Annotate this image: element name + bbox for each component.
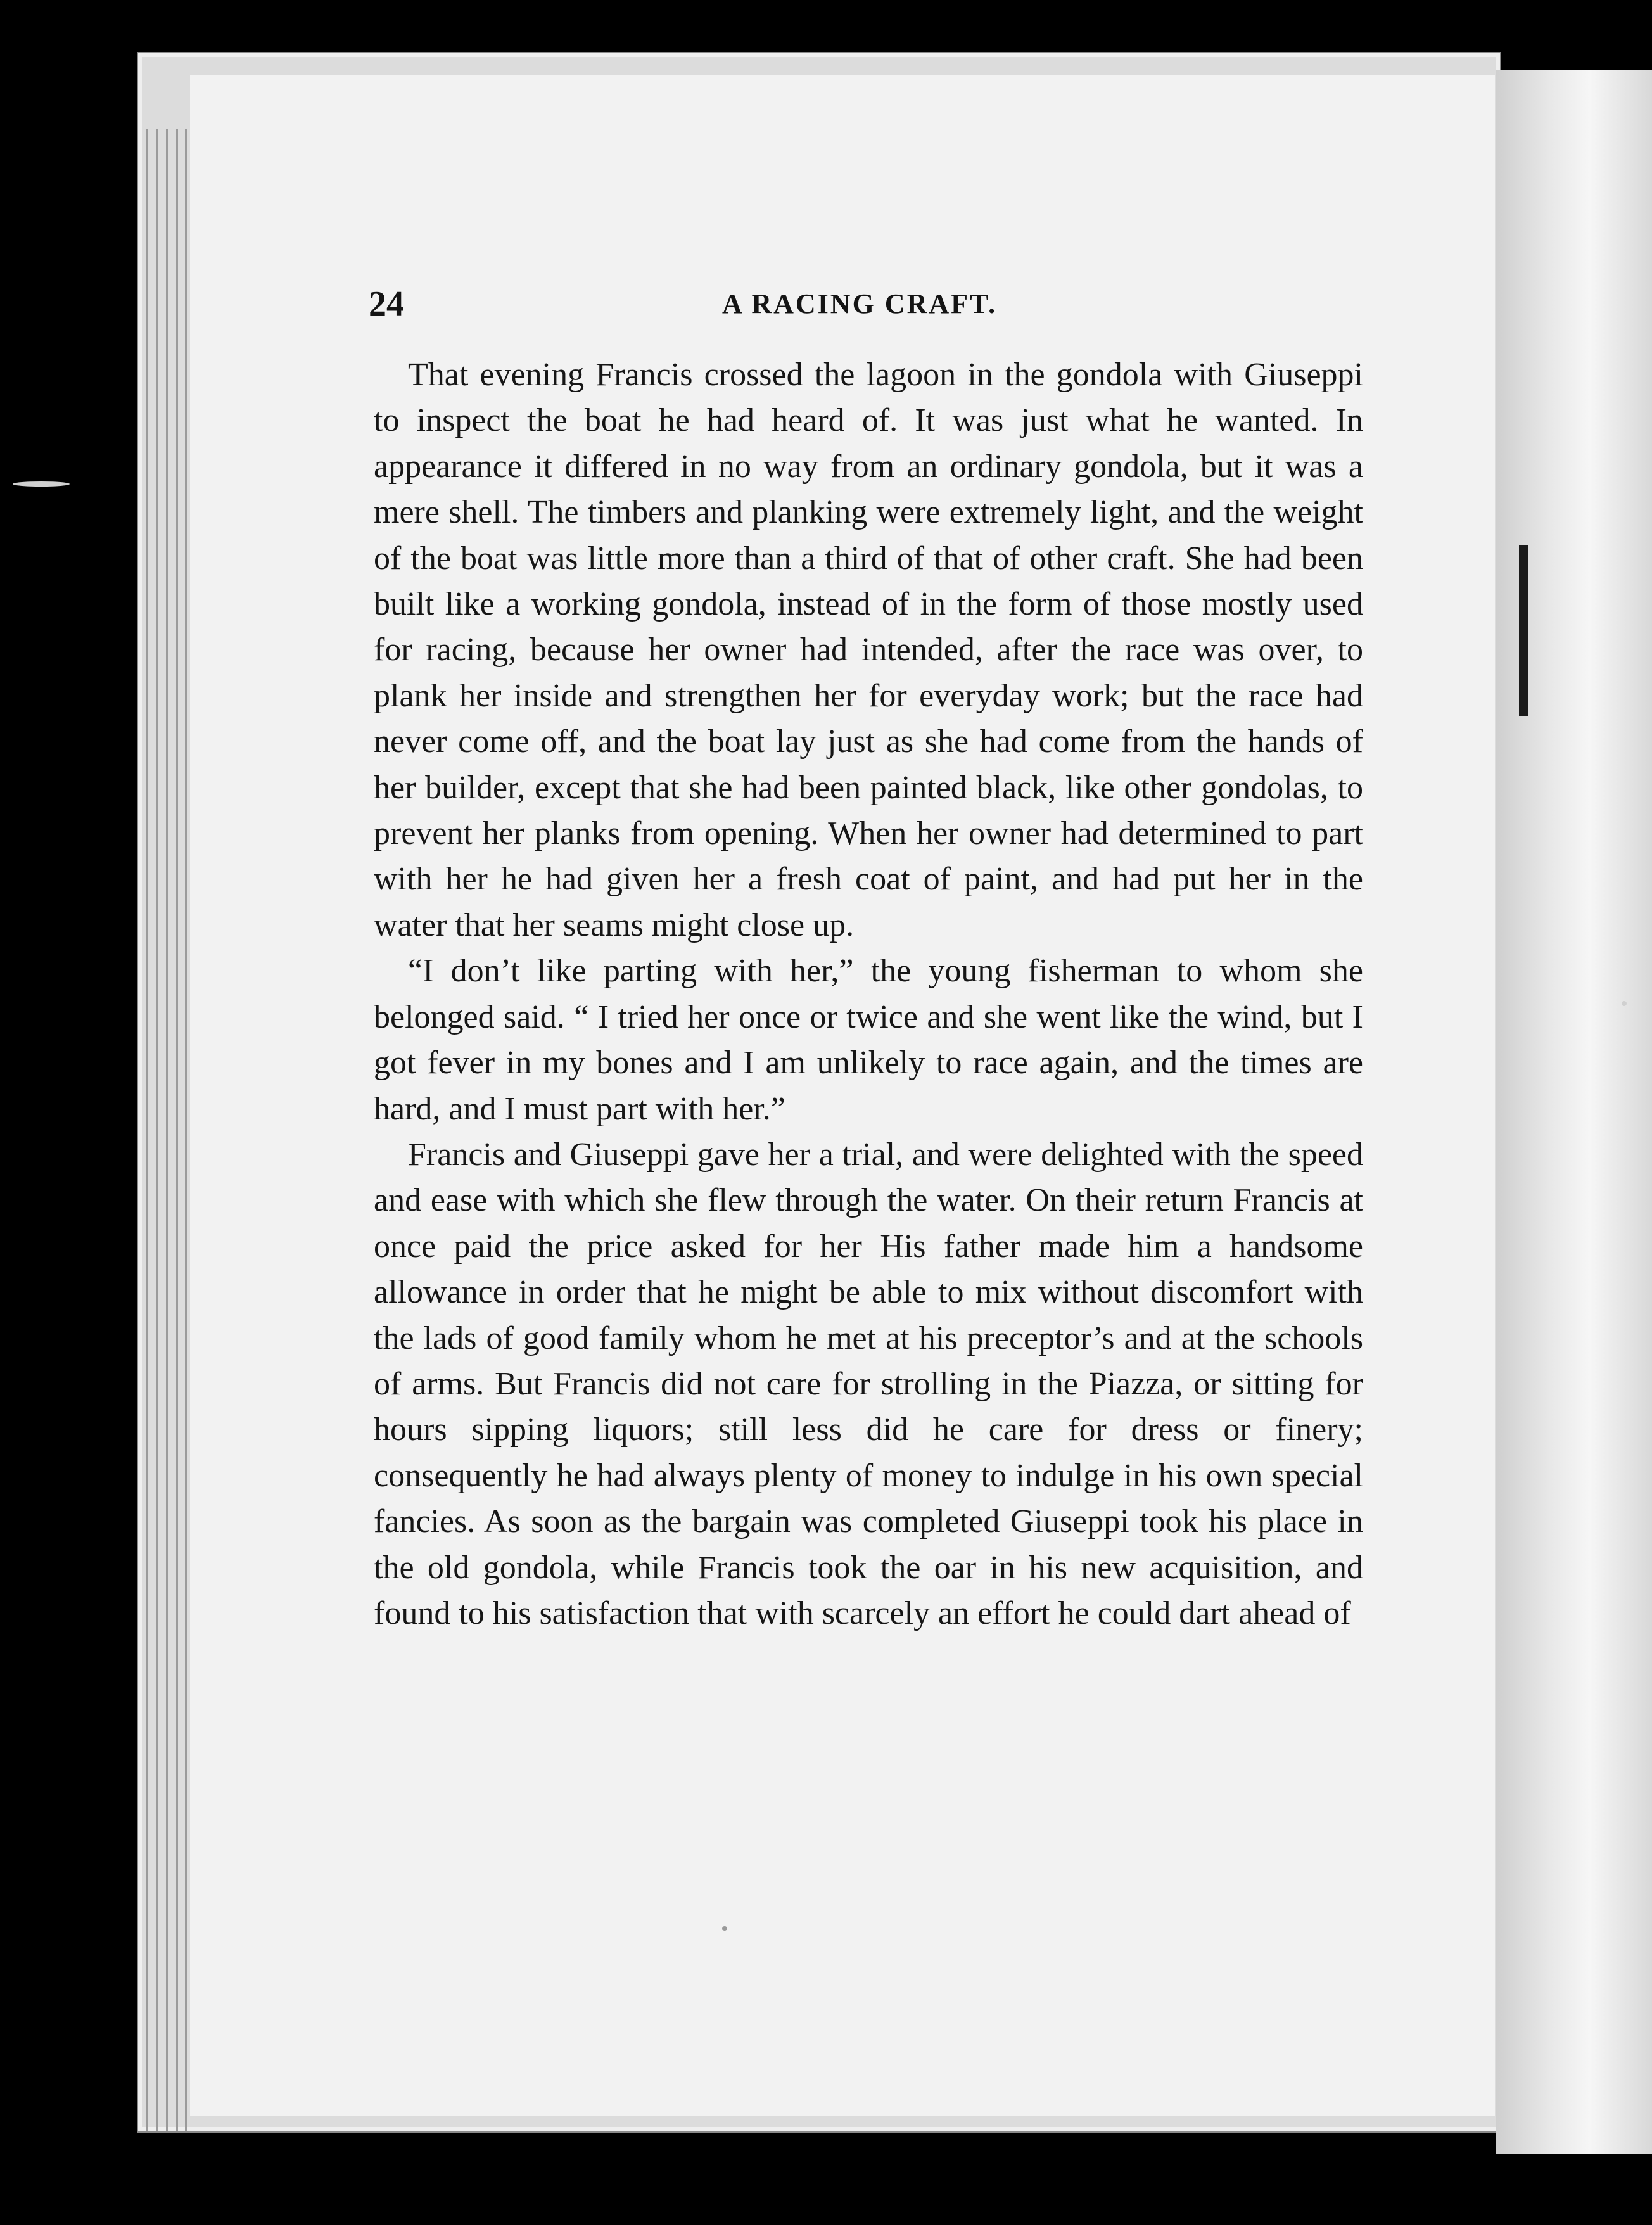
page-header	[369, 284, 1369, 324]
page-edge-line	[185, 129, 187, 2131]
facing-page-edge	[1496, 70, 1652, 2154]
gutter-shadow	[1519, 545, 1528, 716]
paragraph: That evening Francis crossed the lagoon in the gondola with Giuseppi to inspect the boat he had heard of. It was just what he wanted. In appearance it differed in no way from an ordinary gondola, but it was a mere shell. The timbers and planking were extremely light, and the weight of the boat was little more than a third of that of other craft. She had been built like a working gondola, instead of in the form of those mostly used for racing, because her owner had intended, after the race was over, to plank her inside and strengthen her for everyday work; but the race had never come off, and the boat lay just as she had come from the hands of her builder, except that she had been painted black, like other gondolas, to prevent her planks from opening. When her owner had determined to part with her he had given her a fresh coat of paint, and had put her in the water that her seams might close up.	[374, 357, 1363, 943]
scan-speck	[1622, 1001, 1627, 1006]
scan-speck	[13, 481, 70, 487]
scan-speck	[722, 1926, 727, 1931]
page-edge-line	[156, 129, 158, 2131]
page-edge-line	[176, 129, 178, 2131]
paragraph: Francis and Giuseppi gave her a trial, and were delighted with the speed and ease with which she flew through the water. On their return Francis at once paid the price asked for her His father made him a handsome allowance in order that he might be able to mix without discomfort with the lads of good family whom he met at his preceptor’s and at the schools of arms. But Francis did not care for strolling in the Piazza, or sitting for hours sipping liquors; still less did he care for dress or finery; consequently he had always plenty of money to indulge in his own special fancies. As soon as the bargain was completed Giuseppi took his place in the old gondola, while Francis took the oar in his new acquisition, and found to his satisfaction that with scarcely an effort he could dart ahead of	[374, 1136, 1363, 1631]
paragraph: “I don’t like parting with her,” the young fisherman to whom she belonged said. “ I tried her once or twice and she went like the wind, but I got fever in my bones and I am unlikely to race again, and the times are hard, and I must part with her.”	[374, 953, 1363, 1127]
running-title: A RACING CRAFT.	[722, 288, 998, 319]
page-edge-line	[146, 129, 148, 2131]
page-edge-line	[166, 129, 168, 2131]
page-number: 24	[369, 284, 404, 324]
body-text	[374, 352, 1363, 1636]
